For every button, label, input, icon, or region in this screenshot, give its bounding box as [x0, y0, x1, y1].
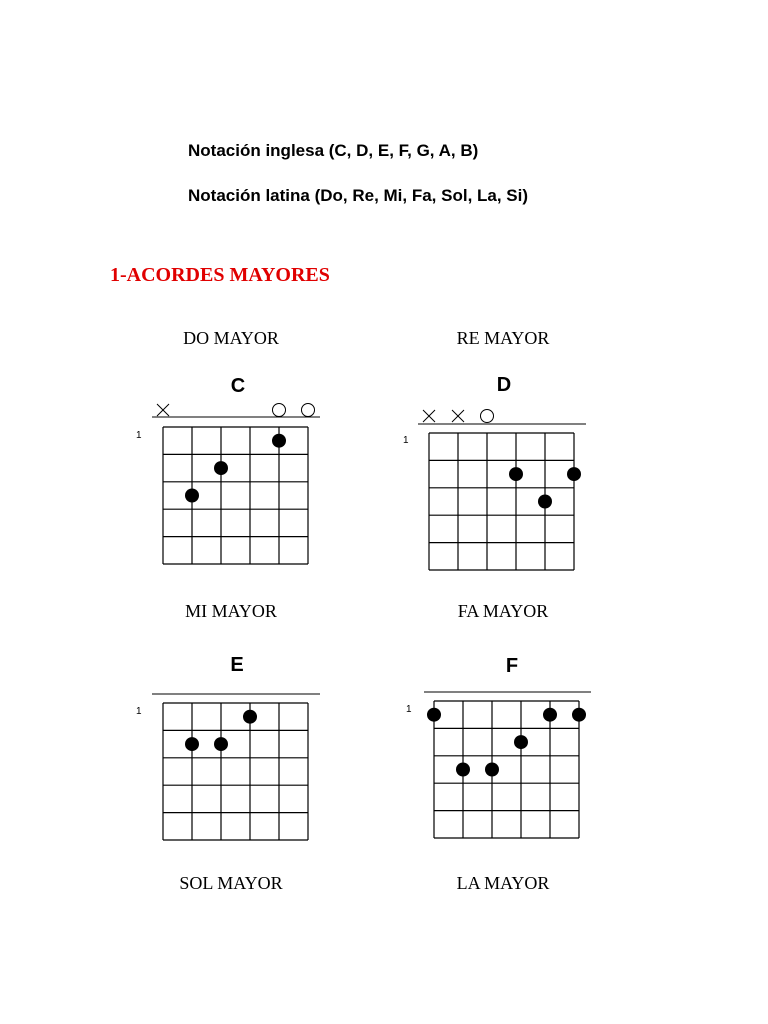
finger-dot [272, 434, 286, 448]
chord-name-mi-mayor: MI MAYOR [185, 601, 277, 621]
fret-number: 1 [403, 435, 409, 446]
finger-dot [514, 735, 528, 749]
chord-letter-f: F [505, 655, 519, 677]
finger-dot [427, 708, 441, 722]
chord-name-do-mayor: DO MAYOR [183, 328, 279, 348]
finger-dot [214, 737, 228, 751]
chord-letter-e: E [230, 654, 244, 676]
finger-dot [567, 467, 581, 481]
notation-latin: Notación latina (Do, Re, Mi, Fa, Sol, La, Si) [188, 186, 529, 205]
finger-dot [214, 461, 228, 475]
chord-name-re-mayor: RE MAYOR [456, 328, 550, 348]
finger-dot [485, 763, 499, 777]
open-string-marker [273, 404, 286, 417]
open-string-marker [302, 404, 315, 417]
finger-dot [185, 737, 199, 751]
finger-dot [243, 710, 257, 724]
fret-number: 1 [136, 430, 142, 441]
finger-dot [572, 708, 586, 722]
chord-name-la-mayor: LA MAYOR [456, 873, 550, 893]
chord-name-sol-mayor: SOL MAYOR [179, 873, 283, 893]
fret-number: 1 [406, 704, 412, 715]
open-string-marker [481, 410, 494, 423]
fret-number: 1 [136, 706, 142, 717]
finger-dot [185, 489, 199, 503]
chord-letter-c: C [230, 375, 246, 397]
finger-dot [509, 467, 523, 481]
finger-dot [543, 708, 557, 722]
chord-name-fa-mayor: FA MAYOR [457, 601, 549, 621]
finger-dot [538, 495, 552, 509]
notation-english: Notación inglesa (C, D, E, F, G, A, B) [188, 141, 479, 160]
chord-letter-d: D [496, 374, 512, 396]
section-title: 1-ACORDES MAYORES [110, 264, 330, 286]
finger-dot [456, 763, 470, 777]
